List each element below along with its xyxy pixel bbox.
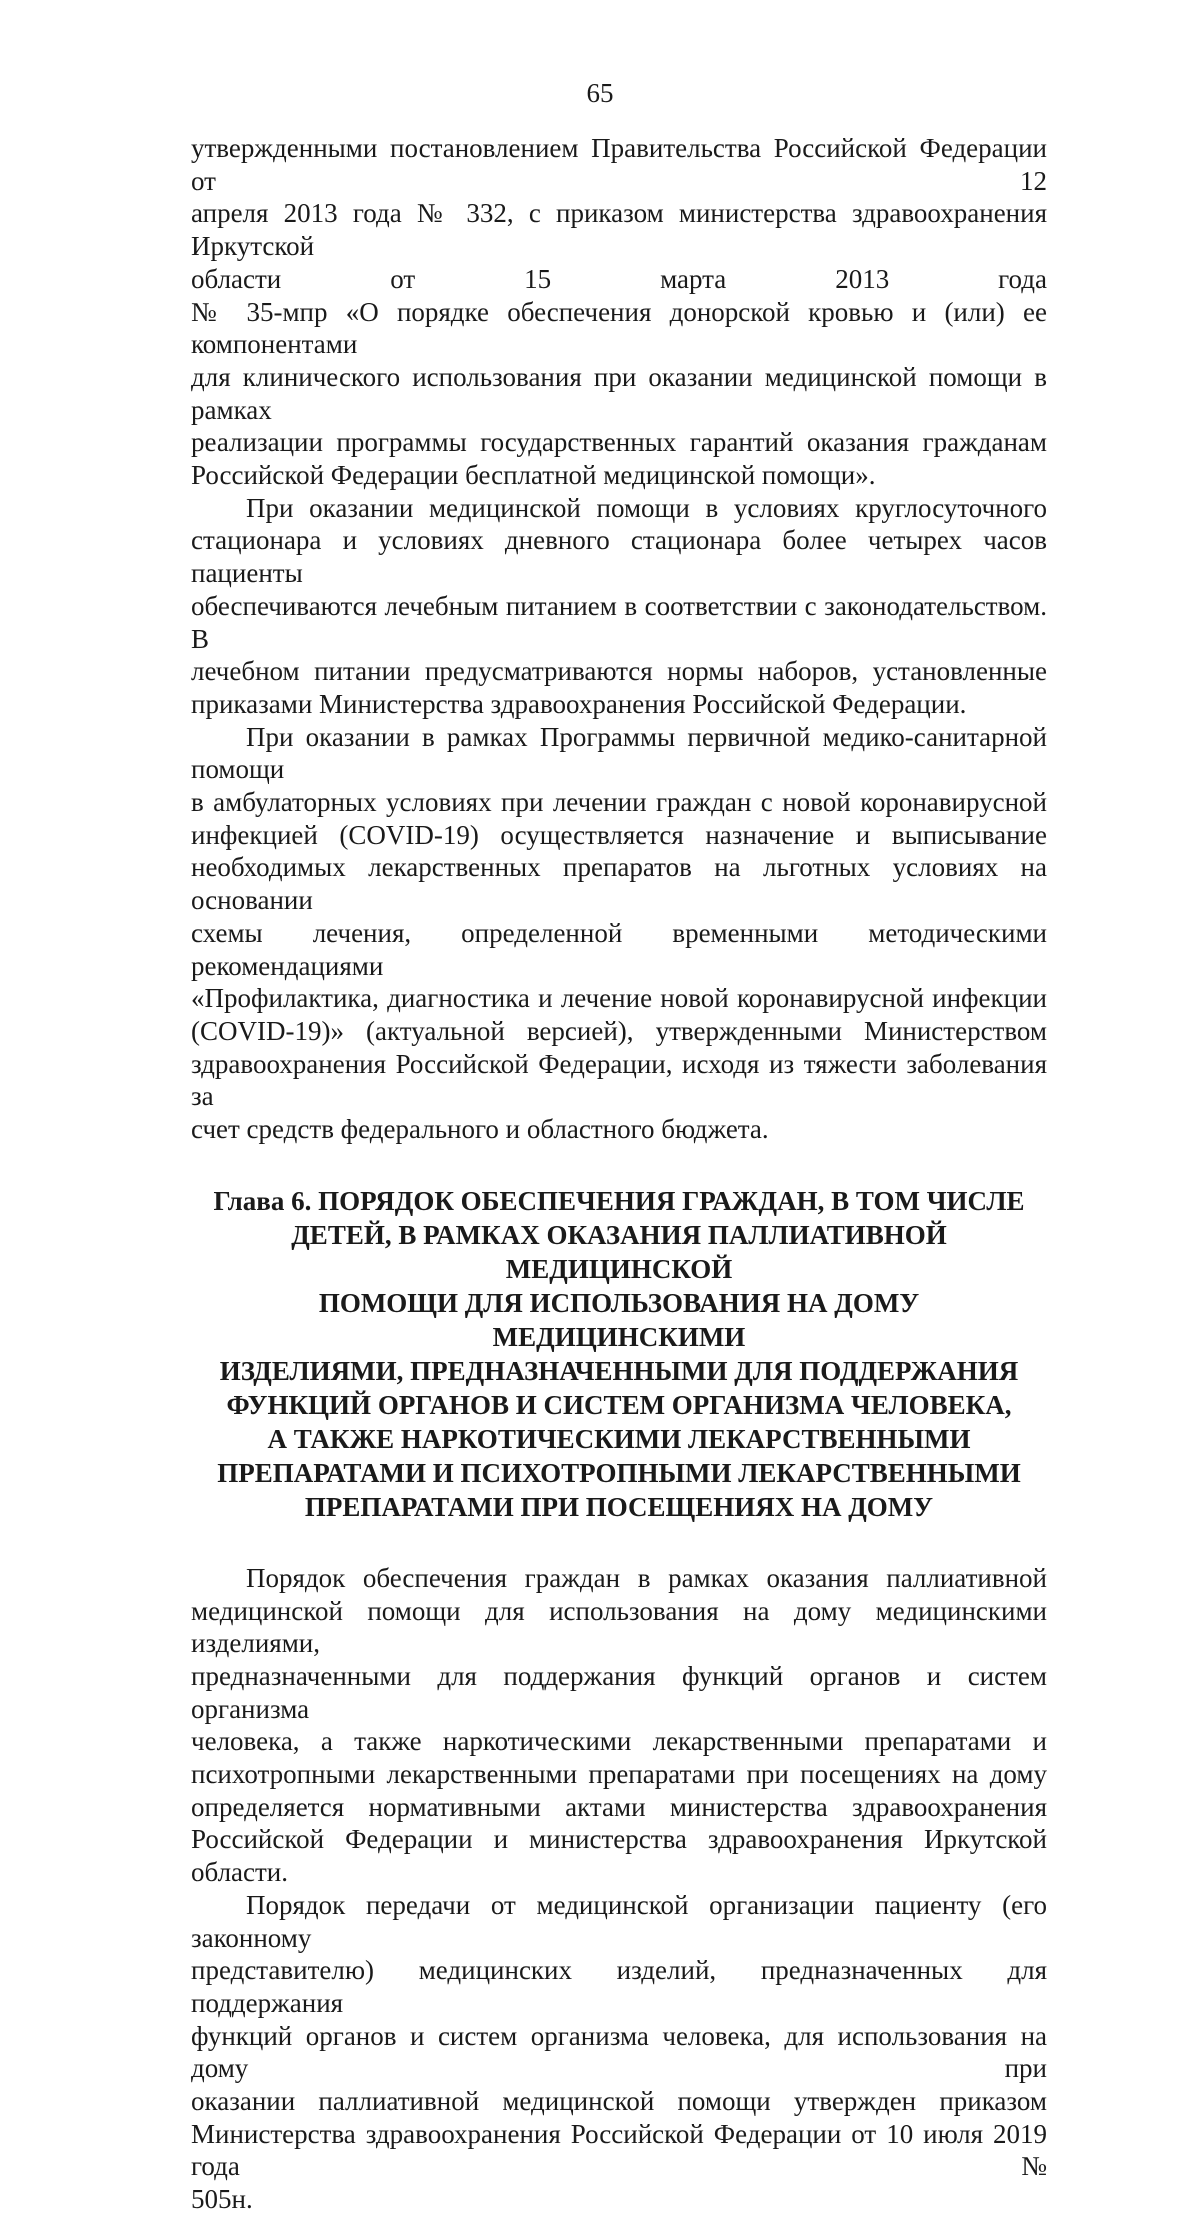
text-line: Порядок передачи от медицинской организации пациенту (его законному	[191, 1889, 1047, 1953]
text-line: в амбулаторных условиях при лечении граждан с новой коронавирусной	[191, 787, 1047, 818]
text-line: апреля 2013 года № 332, с приказом министерства здравоохранения Иркутской	[191, 198, 1047, 262]
text-line: 505н.	[191, 2184, 253, 2215]
text-line: определяется нормативными актами министерства здравоохранения	[191, 1791, 1047, 1822]
chapter-heading-line: Глава 6. ПОРЯДОК ОБЕСПЕЧЕНИЯ ГРАЖДАН, В ТОМ ЧИСЛЕ	[213, 1185, 1025, 1216]
text-line: для клинического использования при оказании медицинской помощи в рамках	[191, 361, 1047, 425]
text-line: Российской Федерации бесплатной медицинской помощи».	[191, 460, 876, 491]
text-line: области от 15 марта 2013 года	[191, 263, 1047, 294]
text-line: реализации программы государственных гарантий оказания гражданам	[191, 427, 1047, 458]
text-line: инфекцией (COVID-19) осуществляется назначение и выписывание	[191, 819, 1047, 850]
text-line: предназначенными для поддержания функций органов и систем организма	[191, 1660, 1047, 1724]
text-line: Порядок обеспечения граждан в рамках оказания паллиативной	[246, 1562, 1047, 1593]
text-line: (COVID-19)» (актуальной версией), утвержденными Министерством	[191, 1015, 1047, 1046]
text-line: Российской Федерации и министерства здравоохранения Иркутской области.	[191, 1824, 1047, 1888]
text-line: оказании паллиативной медицинской помощи утвержден приказом	[191, 2086, 1047, 2117]
text-line: При оказании в рамках Программы первичной медико-санитарной помощи	[191, 721, 1047, 785]
chapter-heading-line: ПОМОЩИ ДЛЯ ИСПОЛЬЗОВАНИЯ НА ДОМУ МЕДИЦИНСКИМИ	[318, 1287, 920, 1352]
chapter-heading-line: ПРЕПАРАТАМИ И ПСИХОТРОПНЫМИ ЛЕКАРСТВЕННЫМИ	[217, 1457, 1021, 1488]
chapter-heading-line: А ТАКЖЕ НАРКОТИЧЕСКИМИ ЛЕКАРСТВЕННЫМИ	[267, 1423, 971, 1454]
text-line: лечебном питании предусматриваются нормы наборов, установленные	[191, 656, 1047, 687]
text-line: счет средств федерального и областного бюджета.	[191, 1114, 769, 1145]
text-line: представителю) медицинских изделий, предназначенных для поддержания	[191, 1955, 1047, 2018]
page-number: 65	[586, 78, 614, 108]
text-line: «Профилактика, диагностика и лечение новой коронавирусной инфекции	[191, 983, 1047, 1014]
text-line: функций органов и систем организма человека, для использования на дому при	[191, 2020, 1047, 2084]
document-body	[191, 132, 1047, 2216]
text-line: Министерства здравоохранения Российской Федерации от 10 июля 2019 года №	[191, 2118, 1047, 2182]
text-line: № 35-мпр «О порядке обеспечения донорской кровью и (или) ее компонентами	[191, 296, 1047, 360]
paragraphs-top	[191, 132, 1047, 1146]
text-line: утвержденными постановлением Правительства Российской Федерации от 12	[191, 133, 1047, 196]
text-line: схемы лечения, определенной временными методическими рекомендациями	[191, 917, 1047, 981]
chapter-heading	[191, 1184, 1047, 1524]
text-line: При оказании медицинской помощи в условиях круглосуточного	[246, 492, 1047, 523]
text-line: здравоохранения Российской Федерации, исходя из тяжести заболевания за	[191, 1048, 1047, 1112]
text-line: психотропными лекарственными препаратами при посещениях на дому	[191, 1759, 1047, 1790]
chapter-heading-line: ФУНКЦИЙ ОРГАНОВ И СИСТЕМ ОРГАНИЗМА ЧЕЛОВЕКА,	[226, 1389, 1012, 1420]
text-line: приказами Министерства здравоохранения Российской Федерации.	[191, 688, 967, 719]
text-line: обеспечиваются лечебным питанием в соответствии с законодательством. В	[191, 590, 1047, 654]
text-line: необходимых лекарственных препаратов на льготных условиях на основании	[191, 852, 1047, 916]
paragraphs-bottom	[191, 1562, 1047, 2216]
chapter-heading-line: ДЕТЕЙ, В РАМКАХ ОКАЗАНИЯ ПАЛЛИАТИВНОЙ МЕДИЦИНСКОЙ	[291, 1219, 947, 1284]
text-line: человека, а также наркотическими лекарственными препаратами и	[191, 1726, 1047, 1757]
chapter-heading-line: ИЗДЕЛИЯМИ, ПРЕДНАЗНАЧЕННЫМИ ДЛЯ ПОДДЕРЖАНИЯ	[219, 1355, 1019, 1386]
text-line: стационара и условиях дневного стационара более четырех часов пациенты	[191, 525, 1047, 589]
text-line: медицинской помощи для использования на дому медицинскими изделиями,	[191, 1595, 1047, 1659]
chapter-heading-line: ПРЕПАРАТАМИ ПРИ ПОСЕЩЕНИЯХ НА ДОМУ	[304, 1491, 934, 1522]
